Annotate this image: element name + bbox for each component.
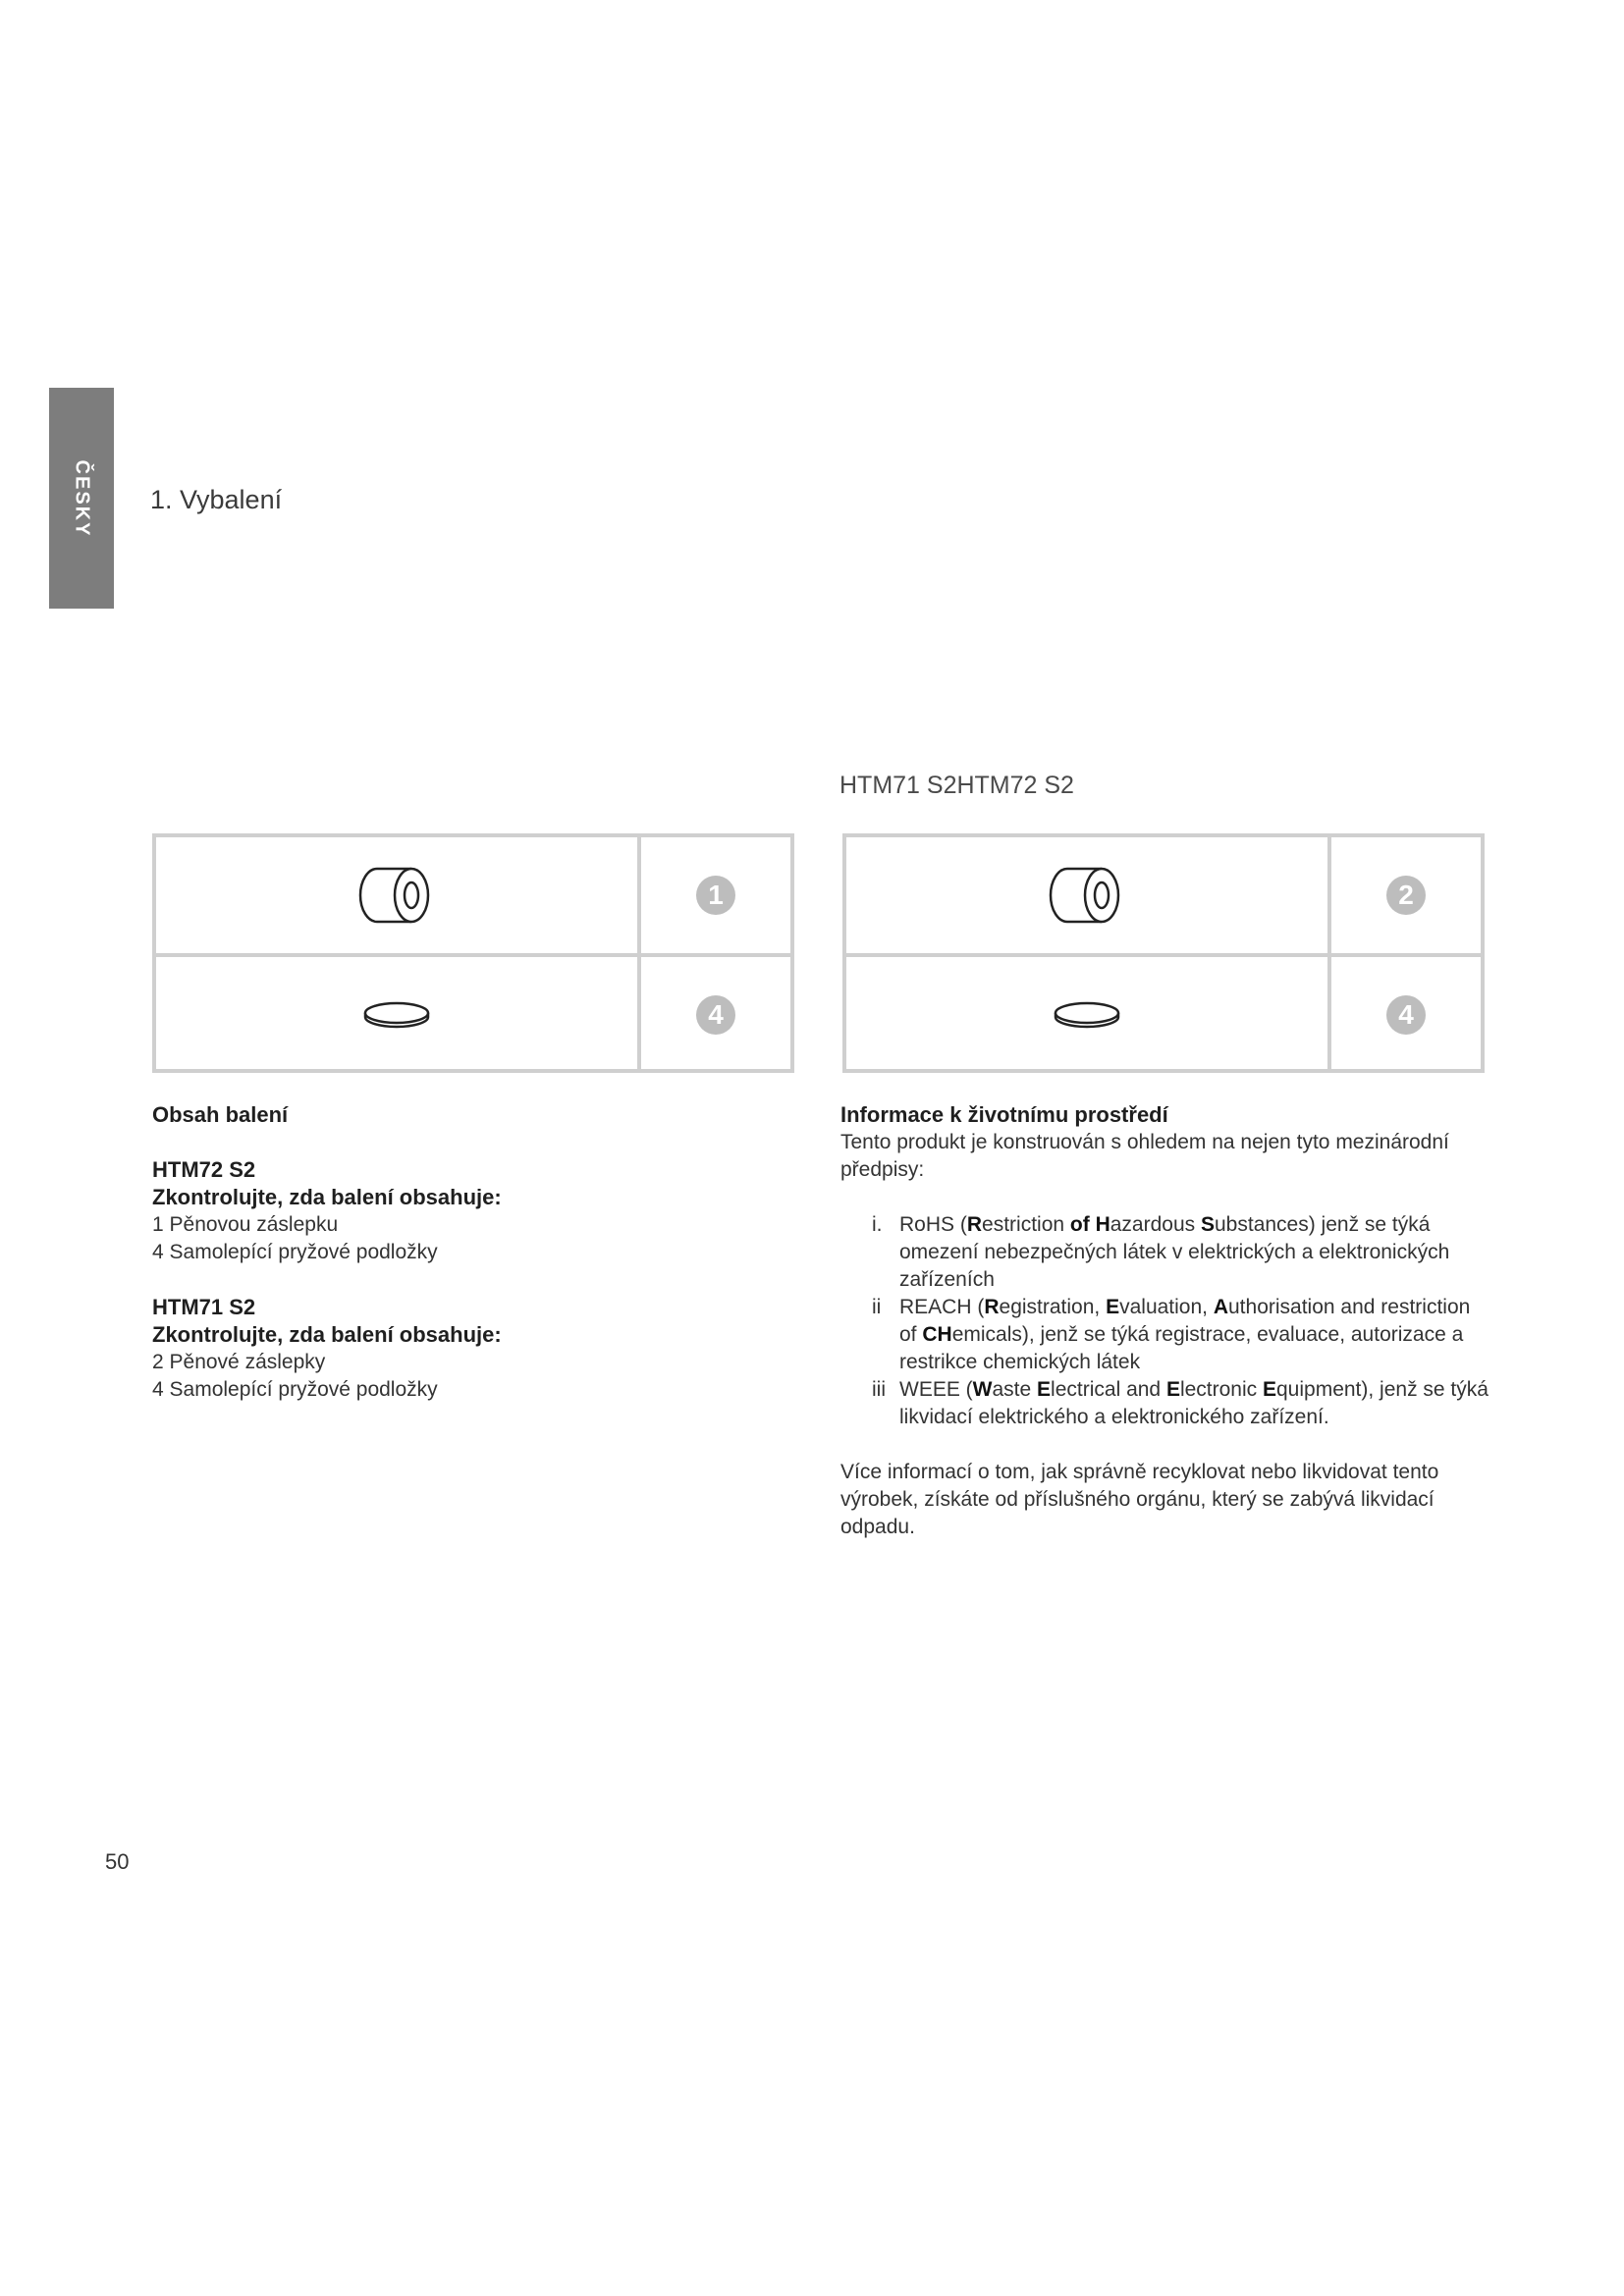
environment-outro: Více informací o tom, jak správně recyklovat nebo likvidovat tento výrobek, získáte od příslušného orgánu, který se zabývá likvidací odpadu. (840, 1461, 1439, 1538)
environment-heading: Informace k životnímu prostředí (840, 1102, 1168, 1127)
rubber-pad-icon (357, 995, 436, 1035)
list-item: 4 Samolepící pryžové podložky (152, 1378, 438, 1401)
regulation-item: ii REACH (Registration, Evaluation, Authorisation and restriction of CHemicals), jenž se týká registrace, evaluace, autorizace a restrikce chemických látek (872, 1296, 1471, 1373)
rubber-pad-icon (1048, 995, 1126, 1035)
item-number-badge: 1 (696, 876, 735, 915)
list-marker: i. (872, 1213, 883, 1236)
model-name: HTM71 S2 (152, 1295, 256, 1319)
page-number: 50 (105, 1849, 130, 1874)
regulation-item: iii WEEE (Waste Electrical and Electronic Equipment), jenž se týká likvidací elektrického a elektronického zařízení. (872, 1378, 1489, 1428)
item-number-badge: 4 (1386, 995, 1426, 1035)
language-tab-label: ČESKY (71, 459, 93, 537)
environment-intro: Tento produkt je konstruován s ohledem na nejen tyto mezinárodní předpisy: (840, 1131, 1449, 1181)
check-text: Zkontrolujte, zda balení obsahuje: (152, 1322, 502, 1347)
list-item: 2 Pěnové záslepky (152, 1351, 326, 1373)
foam-plug-icon (352, 861, 441, 930)
regulation-item: i. RoHS (Restriction of Hazardous Substances) jenž se týká omezení nebezpečných látek v elektrických a elektronických zařízeních (872, 1213, 1450, 1291)
item-number-badge: 4 (696, 995, 735, 1035)
parts-row (156, 957, 790, 1073)
list-item: 1 Pěnovou záslepku (152, 1213, 339, 1236)
parts-row (156, 837, 790, 957)
foam-plug-icon (1043, 861, 1131, 930)
list-marker: ii (872, 1296, 882, 1318)
item-number-badge: 2 (1386, 876, 1426, 915)
list-item: 4 Samolepící pryžové podložky (152, 1241, 438, 1263)
list-marker: iii (872, 1378, 886, 1401)
section-title: 1. Vybalení (150, 485, 283, 514)
package-contents (152, 1101, 761, 1404)
parts-row (846, 957, 1481, 1073)
model-name: HTM72 S2 (152, 1157, 256, 1182)
models-caption: HTM71 S2HTM72 S2 (839, 772, 1074, 799)
parts-row (846, 837, 1481, 957)
parts-table-right (842, 833, 1485, 1073)
parts-table-left (152, 833, 794, 1073)
regulation-list (840, 1211, 1489, 1431)
environment-info (840, 1101, 1489, 1541)
check-text: Zkontrolujte, zda balení obsahuje: (152, 1185, 502, 1209)
language-tab (49, 388, 114, 609)
package-heading: Obsah balení (152, 1102, 289, 1127)
